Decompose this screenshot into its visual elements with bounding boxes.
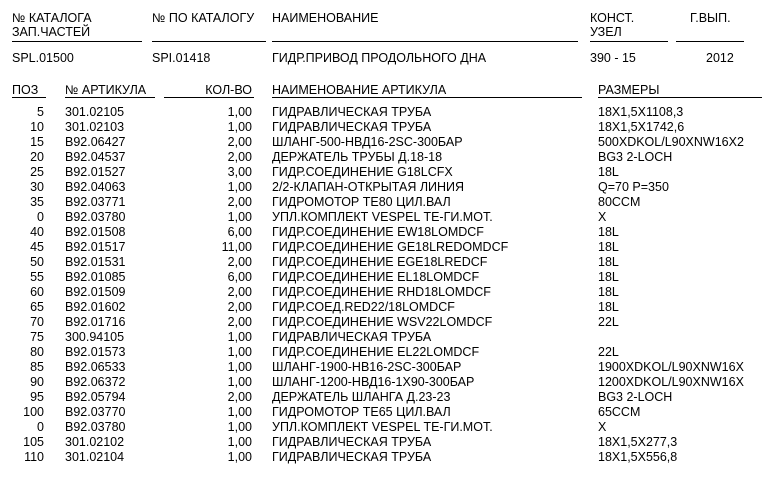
row-pos: 45 xyxy=(30,240,44,254)
table-row xyxy=(0,315,762,330)
table-row xyxy=(0,255,762,270)
row-name: ГИДР.СОЕДИНЕНИЕ EL22LOMDCF xyxy=(272,345,480,359)
header-unit-underline xyxy=(590,41,668,42)
header-year-label: Г.ВЫП. xyxy=(690,11,731,25)
table-row xyxy=(0,390,762,405)
assembly-unit: 390 - 15 xyxy=(590,51,636,65)
table-row xyxy=(0,210,762,225)
row-article: B92.01509 xyxy=(65,285,126,299)
header-by-catalog-underline xyxy=(152,41,266,42)
table-row xyxy=(0,300,762,315)
row-pos: 25 xyxy=(30,165,44,179)
row-pos: 95 xyxy=(30,390,44,404)
header-year-underline xyxy=(676,41,744,42)
row-article: B92.03770 xyxy=(65,405,126,419)
header-unit-label-line2: УЗЕЛ xyxy=(590,25,622,39)
row-qty: 1,00 xyxy=(227,180,252,194)
row-name: УПЛ.КОМПЛЕКТ VESPEL ТЕ-ГИ.МОТ. xyxy=(272,420,493,434)
table-row xyxy=(0,150,762,165)
row-article: B92.01508 xyxy=(65,225,126,239)
row-article: B92.01517 xyxy=(65,240,126,254)
row-pos: 15 xyxy=(30,135,44,149)
row-name: ГИДР.СОЕДИНЕНИЕ EW18LOMDCF xyxy=(272,225,484,239)
header-name-underline xyxy=(272,41,578,42)
row-qty: 2,00 xyxy=(227,255,252,269)
row-size: 22L xyxy=(598,315,619,329)
table-row xyxy=(0,240,762,255)
col-size-header: РАЗМЕРЫ xyxy=(598,83,660,97)
row-name: ГИДРОМОТОР TE65 ЦИЛ.ВАЛ xyxy=(272,405,451,419)
row-qty: 2,00 xyxy=(227,315,252,329)
row-size: 18L xyxy=(598,300,619,314)
row-article: B92.04537 xyxy=(65,150,126,164)
row-article: 301.02103 xyxy=(65,120,125,134)
row-size: 18L xyxy=(598,285,619,299)
header-by-catalog-label: № ПО КАТАЛОГУ xyxy=(152,11,255,25)
row-size: 18X1,5X277,3 xyxy=(598,435,678,449)
row-qty: 1,00 xyxy=(227,345,252,359)
row-name: ДЕРЖАТЕЛЬ ТРУБЫ Д.18-18 xyxy=(272,150,443,164)
row-size: 18L xyxy=(598,165,619,179)
table-row xyxy=(0,135,762,150)
row-size: 80CCM xyxy=(598,195,641,209)
row-article: B92.03771 xyxy=(65,195,126,209)
row-name: ГИДР.СОЕДИНЕНИЕ WSV22LOMDCF xyxy=(272,315,493,329)
row-name: ШЛАНГ-1200-НВД16-1X90-300БАР xyxy=(272,375,475,389)
assembly-name: ГИДР.ПРИВОД ПРОДОЛЬНОГО ДНА xyxy=(272,51,487,65)
row-pos: 80 xyxy=(30,345,44,359)
row-qty: 1,00 xyxy=(227,120,252,134)
row-qty: 6,00 xyxy=(227,225,252,239)
row-article: B92.06427 xyxy=(65,135,126,149)
row-size: 65CCM xyxy=(598,405,641,419)
row-pos: 100 xyxy=(23,405,44,419)
table-row xyxy=(0,360,762,375)
table-row xyxy=(0,105,762,120)
row-qty: 1,00 xyxy=(227,360,252,374)
row-article: B92.01716 xyxy=(65,315,126,329)
row-qty: 3,00 xyxy=(227,165,252,179)
row-pos: 105 xyxy=(23,435,44,449)
row-pos: 5 xyxy=(37,105,44,119)
row-article: B92.03780 xyxy=(65,210,126,224)
row-pos: 50 xyxy=(30,255,44,269)
row-qty: 1,00 xyxy=(227,210,252,224)
table-row xyxy=(0,450,762,465)
table-row xyxy=(0,330,762,345)
row-name: ГИДРОМОТОР TE80 ЦИЛ.ВАЛ xyxy=(272,195,451,209)
row-size: Q=70 P=350 xyxy=(598,180,669,194)
row-article: B92.06533 xyxy=(65,360,126,374)
row-pos: 30 xyxy=(30,180,44,194)
row-name: ГИДРАВЛИЧЕСКАЯ ТРУБА xyxy=(272,120,432,134)
table-row xyxy=(0,195,762,210)
row-size: 1900XDKOL/L90XNW16X xyxy=(598,360,744,374)
row-article: B92.01602 xyxy=(65,300,126,314)
row-article: B92.05794 xyxy=(65,390,126,404)
header-unit-label-line1: КОНСТ. xyxy=(590,11,635,25)
row-size: 22L xyxy=(598,345,619,359)
row-qty: 1,00 xyxy=(227,435,252,449)
row-name: ГИДР.СОЕД.RED22/18LOMDCF xyxy=(272,300,455,314)
row-article: B92.01085 xyxy=(65,270,126,284)
row-pos: 70 xyxy=(30,315,44,329)
header-catalog-label xyxy=(12,11,92,39)
row-size: 18X1,5X1108,3 xyxy=(598,105,684,119)
catalog-number: SPL.01500 xyxy=(12,51,74,65)
row-qty: 1,00 xyxy=(227,405,252,419)
row-pos: 65 xyxy=(30,300,44,314)
row-article: B92.01531 xyxy=(65,255,126,269)
header-name-label: НАИМЕНОВАНИЕ xyxy=(272,11,379,25)
header-catalog-label-line1: № КАТАЛОГА xyxy=(12,11,92,25)
row-name: ГИДР.СОЕДИНЕНИЕ GE18LREDOMDCF xyxy=(272,240,509,254)
table-row xyxy=(0,435,762,450)
row-name: ГИДРАВЛИЧЕСКАЯ ТРУБА xyxy=(272,450,432,464)
row-name: ГИДРАВЛИЧЕСКАЯ ТРУБА xyxy=(272,435,432,449)
col-pos-underline xyxy=(12,97,46,98)
row-article: 301.02102 xyxy=(65,435,125,449)
row-size: 18X1,5X1742,6 xyxy=(598,120,685,134)
row-qty: 2,00 xyxy=(227,135,252,149)
row-article: B92.06372 xyxy=(65,375,126,389)
col-article-header: № АРТИКУЛА xyxy=(65,83,147,97)
row-name: ГИДР.СОЕДИНЕНИЕ EGE18LREDCF xyxy=(272,255,488,269)
table-row xyxy=(0,165,762,180)
row-pos: 110 xyxy=(24,450,44,464)
row-article: 300.94105 xyxy=(65,330,125,344)
row-name: ГИДР.СОЕДИНЕНИЕ RHD18LOMDCF xyxy=(272,285,491,299)
header-catalog-label-line2: ЗАП.ЧАСТЕЙ xyxy=(12,25,91,39)
row-pos: 20 xyxy=(30,150,44,164)
row-pos: 60 xyxy=(30,285,44,299)
row-name: 2/2-КЛАПАН-ОТКРЫТАЯ ЛИНИЯ xyxy=(272,180,465,194)
row-pos: 40 xyxy=(30,225,44,239)
row-article: B92.01573 xyxy=(65,345,126,359)
row-qty: 2,00 xyxy=(227,390,252,404)
header-catalog-underline xyxy=(12,41,142,42)
table-row xyxy=(0,375,762,390)
row-pos: 55 xyxy=(30,270,44,284)
row-name: ШЛАНГ-1900-НВ16-2SC-300БАР xyxy=(272,360,462,374)
row-pos: 90 xyxy=(30,375,44,389)
row-name: ШЛАНГ-500-НВД16-2SC-300БАР xyxy=(272,135,463,149)
row-pos: 75 xyxy=(30,330,44,344)
row-qty: 1,00 xyxy=(227,375,252,389)
row-size: 18L xyxy=(598,240,619,254)
table-row xyxy=(0,270,762,285)
row-qty: 1,00 xyxy=(227,450,252,464)
row-pos: 85 xyxy=(30,360,44,374)
row-name: ГИДРАВЛИЧЕСКАЯ ТРУБА xyxy=(272,330,432,344)
col-qty-header: КОЛ-ВО xyxy=(205,83,252,97)
col-name-underline xyxy=(272,97,582,98)
row-size: X xyxy=(598,420,607,434)
row-name: ГИДР.СОЕДИНЕНИЕ G18LCFX xyxy=(272,165,453,179)
row-qty: 1,00 xyxy=(227,420,252,434)
parts-table-body xyxy=(0,105,762,465)
row-qty: 1,00 xyxy=(227,330,252,344)
row-pos: 35 xyxy=(30,195,44,209)
col-size-underline xyxy=(598,97,762,98)
header-unit-label xyxy=(590,11,634,39)
table-row xyxy=(0,285,762,300)
row-size: BG3 2-LOCH xyxy=(598,150,673,164)
row-size: BG3 2-LOCH xyxy=(598,390,673,404)
row-article: 301.02105 xyxy=(65,105,125,119)
row-pos: 0 xyxy=(37,210,44,224)
by-catalog-number: SPI.01418 xyxy=(152,51,211,65)
table-row xyxy=(0,345,762,360)
row-article: B92.01527 xyxy=(65,165,126,179)
table-row xyxy=(0,405,762,420)
row-name: ГИДР.СОЕДИНЕНИЕ EL18LOMDCF xyxy=(272,270,480,284)
table-row xyxy=(0,225,762,240)
row-qty: 6,00 xyxy=(227,270,252,284)
col-name-header: НАИМЕНОВАНИЕ АРТИКУЛА xyxy=(272,83,447,97)
row-qty: 2,00 xyxy=(227,285,252,299)
row-size: X xyxy=(598,210,607,224)
row-size: 18L xyxy=(598,270,619,284)
row-qty: 2,00 xyxy=(227,150,252,164)
row-qty: 11,00 xyxy=(221,240,252,254)
row-qty: 2,00 xyxy=(227,300,252,314)
row-qty: 2,00 xyxy=(227,195,252,209)
row-name: УПЛ.КОМПЛЕКТ VESPEL ТЕ-ГИ.МОТ. xyxy=(272,210,493,224)
row-name: ДЕРЖАТЕЛЬ ШЛАНГА Д.23-23 xyxy=(272,390,451,404)
table-row xyxy=(0,420,762,435)
row-size: 1200XDKOL/L90XNW16X xyxy=(598,375,744,389)
row-pos: 0 xyxy=(37,420,44,434)
col-article-underline xyxy=(65,97,155,98)
table-row xyxy=(0,120,762,135)
col-qty-underline xyxy=(164,97,254,98)
row-pos: 10 xyxy=(30,120,44,134)
col-pos-header: ПОЗ xyxy=(12,83,39,97)
row-size: 18X1,5X556,8 xyxy=(598,450,678,464)
row-size: 500XDKOL/L90XNW16X2 xyxy=(598,135,744,149)
row-article: B92.03780 xyxy=(65,420,126,434)
row-size: 18L xyxy=(598,255,619,269)
manufacture-year: 2012 xyxy=(706,51,734,65)
row-article: 301.02104 xyxy=(65,450,125,464)
row-qty: 1,00 xyxy=(227,105,252,119)
row-size: 18L xyxy=(598,225,619,239)
row-article: B92.04063 xyxy=(65,180,126,194)
row-name: ГИДРАВЛИЧЕСКАЯ ТРУБА xyxy=(272,105,432,119)
table-row xyxy=(0,180,762,195)
